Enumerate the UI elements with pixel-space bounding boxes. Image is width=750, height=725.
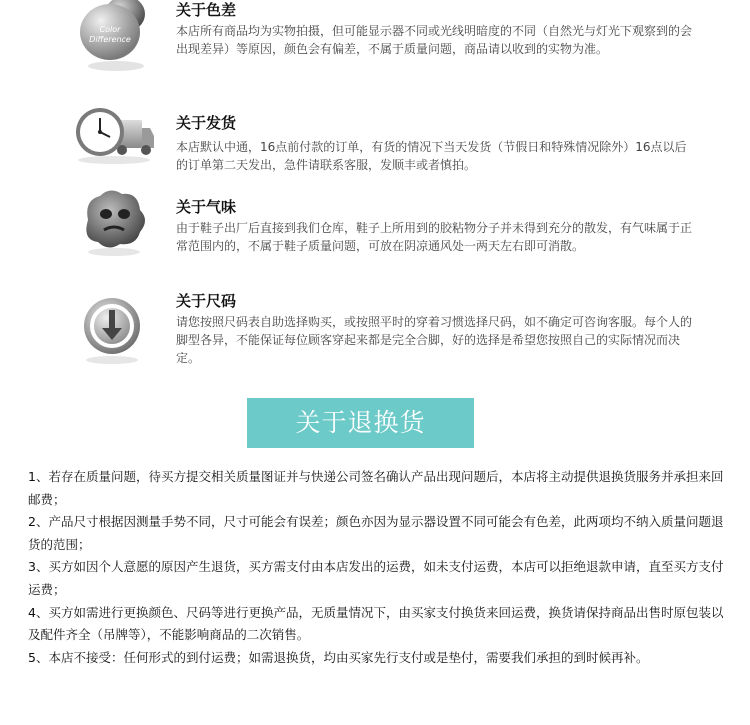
icon-text-color: Color: [99, 25, 121, 34]
clock-truck-icon: [70, 90, 156, 176]
color-difference-icon: [70, 0, 156, 78]
section-text: 请您按照尺码表自助选择购买，或按照平时的穿着习惯选择尺码，如不确定可咨询客服。每个人的脚型各异，不能保证每位顾客穿起来都是完全合脚，好的选择是希望您按照自己的实际情况而决定。: [176, 315, 693, 365]
policy-item: 4、买方如需进行更换颜色、尺码等进行更换产品，无质量情况下，由买家支付换货来回运费，换货请保持商品出售时原包装以及配件齐全（吊牌等），不能影响商品的二次销售。: [28, 604, 724, 643]
section-text: 本店所有商品均为实物拍摄，但可能显示器不同或光线明暗度的不同（自然光与灯光下观察到的会出现差异）等原因，颜色会有偏差，不属于质量问题，商品请以收到的实物为准。: [176, 24, 693, 56]
icon-text-difference: Difference: [89, 35, 131, 44]
return-policy-list: [28, 466, 728, 669]
return-policy-banner: 关于退换货: [247, 398, 474, 448]
section-title: 关于色差: [176, 1, 237, 19]
policy-item: 2、产品尺寸根据因测量手势不同，尺寸可能会有误差；颜色亦因为显示器设置不同可能会有色差，此两项均不纳入质量问题退货的范围；: [28, 514, 724, 552]
smell-face-icon: [70, 180, 156, 266]
policy-item: 3、买方如因个人意愿的原因产生退货，买方需支付由本店发出的运费，如未支付运费，本店可以拒绝退款申请，直至买方支付运费；: [28, 559, 724, 597]
section-title: 关于发货: [176, 114, 237, 132]
policy-item: 5、本店不接受：任何形式的到付运费；如需退换货，均由买家先行支付或是垫付，需要我们承担的到时候再补。: [28, 649, 649, 665]
size-down-arrow-icon: [70, 286, 156, 372]
section-text: 本店默认中通，16点前付款的订单，有货的情况下当天发货（节假日和特殊情况除外）16点以后的订单第二天发出，急件请联系客服，发顺丰或者慎拍。: [176, 140, 687, 172]
policy-item: 1、若存在质量问题，待买方提交相关质量图证并与快递公司签名确认产品出现问题后，本店将主动提供退换货服务并承担来回邮费；: [28, 469, 724, 507]
section-title: 关于气味: [176, 198, 237, 216]
section-text: 由于鞋子出厂后直接到我们仓库，鞋子上所用到的胶粘物分子并未得到充分的散发，有气味属于正常范围内的，不属于鞋子质量问题，可放在阴凉通风处一两天左右即可消散。: [176, 221, 693, 253]
section-title: 关于尺码: [176, 292, 237, 310]
